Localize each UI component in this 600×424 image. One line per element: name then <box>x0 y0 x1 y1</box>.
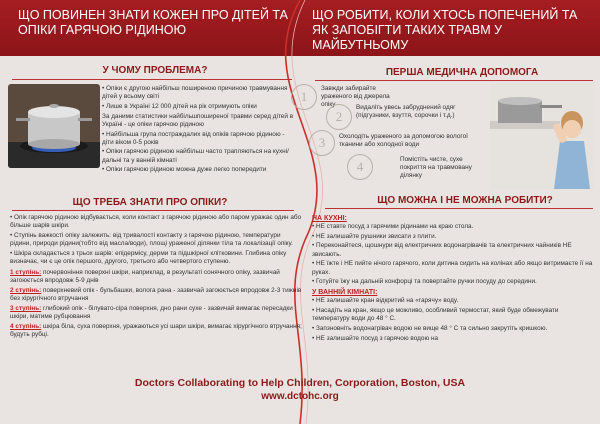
problem-title: У ЧОМУ ПРОБЛЕМА? <box>102 65 208 76</box>
know-paragraph: • Шкіра складається з трьох шарів: епідермісу, дерми та підшкірної клітковини. Глибина опіку визначає, чи є це опік першого, другого, третього або четвертого ступеню. <box>10 249 287 266</box>
know-title: ЩО ТРЕБА ЗНАТИ ПРО ОПІКИ? <box>72 197 228 208</box>
degree-4: 4 ступінь: шкіра біла, суха поверхня, уражаються усі шари шкіри, вимагає хірургічного втручання; будуть рубці. <box>10 322 302 339</box>
left-title: ЩО ПОВИНЕН ЗНАТИ КОЖЕН ПРО ДІТЕЙ ТА ОПІКИ ГАРЯЧОЮ РІДИНОЮ <box>18 8 288 37</box>
kitchen-title: НА КУХНІ: <box>312 215 347 222</box>
bath-item: • НЕ залишайте кран відкритий на «гарячу» воду. <box>312 297 459 305</box>
degree-3: 3 ступінь: глибокий опік - білувато-сіра поверхня, дно рани сухе - зазвичай вимагає пересадки шкіри, матиме рубцювання <box>10 305 293 321</box>
know-paragraph: • Опік гарячою рідиною відбувається, коли контакт з гарячою рідиною або паром уражає один або більше шарів шкіри. <box>10 214 302 230</box>
step-3-text: Охолодіть ураженого за допомогою вологої тканини або холодної води <box>339 133 468 148</box>
right-title: ЩО РОБИТИ, КОЛИ ХТОСЬ ПОПЕЧЕНИЙ ТА ЯК ЗАПОБІГТИ ТАКИХ ТРАВМ У МАЙБУТНЬОМУ <box>312 8 578 52</box>
problem-bullet: За даними статистики найбільшпоширеної травми серед дітей в Україні - це опіки гарячою рідиною <box>102 112 294 128</box>
footer-org: Doctors Collaborating to Help Children, Corporation, Boston, USA <box>134 377 466 389</box>
can-cannot-title: ЩО МОЖНА І НЕ МОЖНА РОБИТИ? <box>377 195 553 206</box>
child-photo <box>490 83 594 189</box>
problem-bullet: • Найбільша група постраждалих від опіків гарячою рідиною - діти віком 0-5 років <box>102 130 285 146</box>
kitchen-item: • НЕ їжте і НЕ пийте нічого гарячого, коли дитина сидить на колінах або якщо витримаєте її на руках. <box>312 260 593 276</box>
kitchen-item: • НЕ залишайте рушники звисати з плити. <box>312 232 437 240</box>
problem-bullet: • Опіки гарячою рідиною найбільш часто трапляються на кухні/дальні та у ванній кімнаті <box>102 148 289 164</box>
first-aid-rule <box>315 80 593 81</box>
know-paragraph: • Ступінь важкості опіку залежить: від тривалості контакту з гарячою рідиною, температури рідини, природи рідини(тобто від масла/води), площі ураженої ділянки тіла та локалізації опіку. <box>10 231 293 248</box>
kitchen-item: • Переконайтеся, щошнури від електричних водонагрівачів та електричних чайників НЕ звисають. <box>312 242 572 258</box>
problem-bullet: • Опіки є другою найбільш поширеною причиною травмування дітей у всьому світі <box>102 85 288 101</box>
problem-bullet: • Опіки гарячою рідиною можна дуже легко попередити <box>102 166 267 174</box>
footer-url[interactable]: www.dctohc.org <box>261 391 339 402</box>
step-3-icon: 3 <box>309 130 335 156</box>
kitchen-item: • НЕ ставте посуд з гарячими рідинами на краю стола. <box>312 223 474 230</box>
problem-bullets <box>102 85 294 176</box>
step-4-text: Помістіть чисте, сухе покриття на травмовану ділянку <box>400 156 472 179</box>
step-1-icon: 1 <box>291 84 317 110</box>
bath-title: У ВАННІЙ КІМНАТІ: <box>312 289 378 297</box>
know-text <box>10 214 302 341</box>
know-rule <box>12 210 294 211</box>
bath-item: • НЕ залишайте посуд з гарячою водою на <box>312 334 439 342</box>
bath-item: • Запзновніть водонагрівач водою не вище 48 ° С та сильно закрутіть кришкою. <box>312 325 548 333</box>
problem-bullet: • Лише в Україні 12 000 дітей на рік отримують опіки <box>102 102 257 110</box>
stove-pot-photo <box>8 84 100 168</box>
kitchen-item: • Готуйте їжу на дальній конфорці та повертайте ручки посуду до середини. <box>312 278 537 286</box>
step-2-text: Видаліть увесь забруднений одяг (підгузники, взуття, сорочки і т.д.) <box>356 104 456 119</box>
can-cannot-text <box>312 212 596 344</box>
first-aid-title: ПЕРША МЕДИЧНА ДОПОМОГА <box>385 67 539 78</box>
step-4-icon: 4 <box>347 154 373 180</box>
problem-rule <box>12 79 292 80</box>
header-banner <box>0 0 600 56</box>
degree-1: 1 ступінь: почервоніння поверхні шкіри, наприклад, в результаті сонячного опіку, зазвичай загоюється впродовж 5-9 днів <box>10 269 280 285</box>
step-1-text: Завжди забирайте ураженого від джерела опіку <box>321 85 390 108</box>
can-cannot-rule <box>325 208 593 209</box>
degree-2: 2 ступінь: поверхневий опік - бульбашки, волога рана - зазвичай загоюється впродовж 2-3 тижнів без хірургічного втручання <box>10 287 302 303</box>
footer <box>0 376 600 404</box>
bath-item: • Насадіть на кран, якщо це можливо, особливий термостат, який буде обмежувати температуру води до 48 ° С. <box>312 307 559 323</box>
step-2-icon: 2 <box>326 104 352 130</box>
